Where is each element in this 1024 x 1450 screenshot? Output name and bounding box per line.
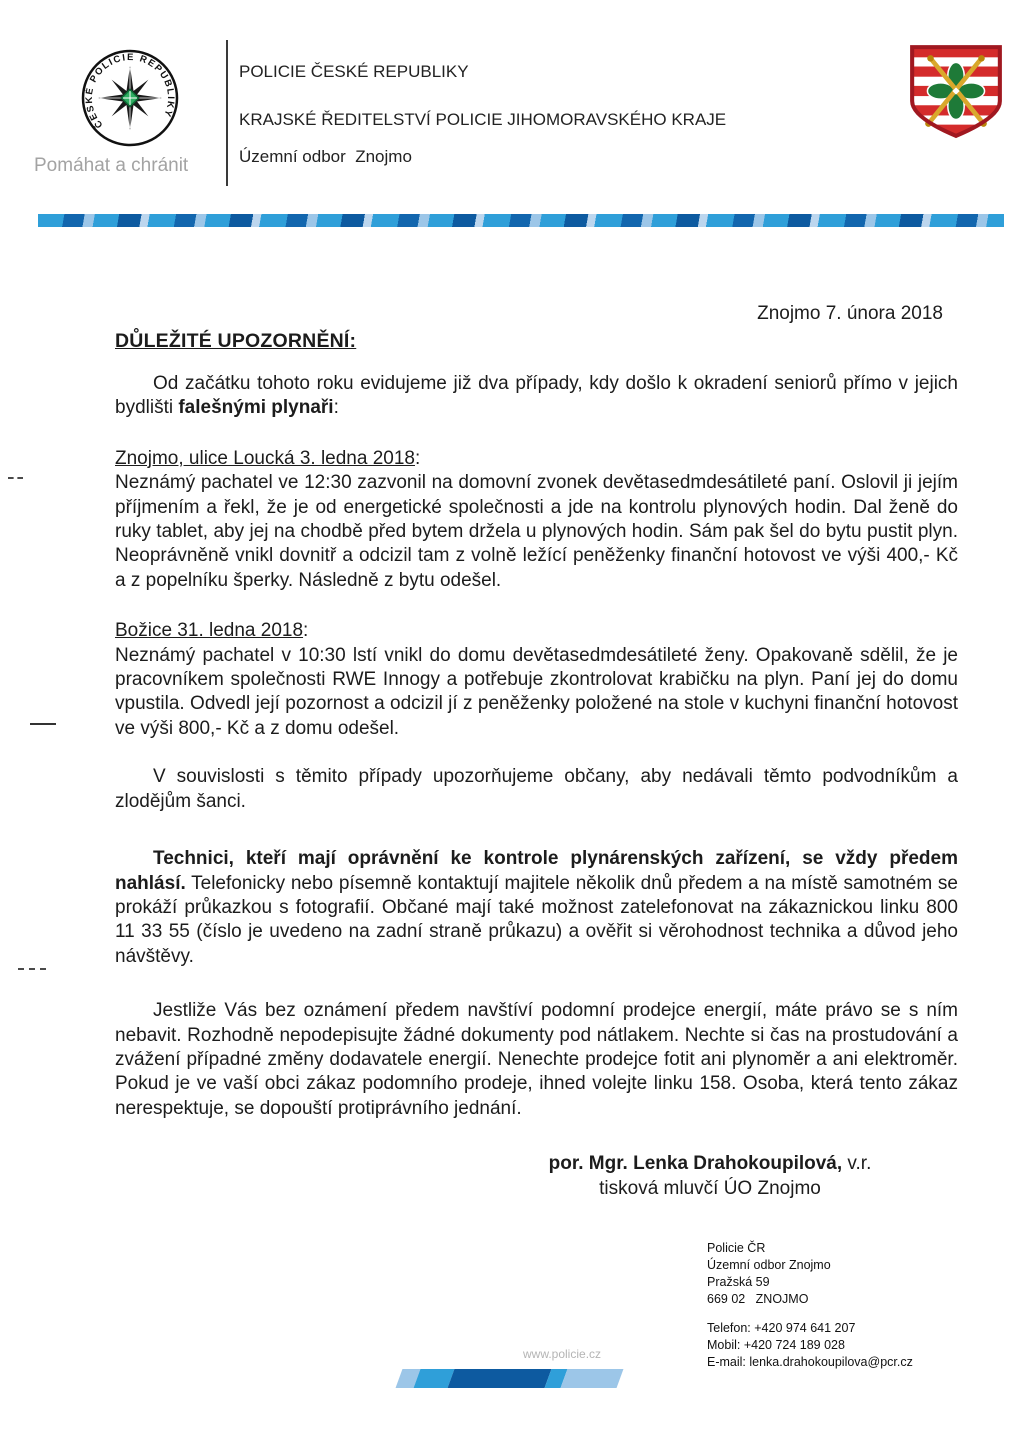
signature-block [495, 1151, 925, 1201]
document-heading: DŮLEŽITÉ UPOZORNĚNÍ: [115, 330, 357, 352]
coat-of-arms-icon [905, 42, 1007, 142]
signature-name: por. Mgr. Lenka Drahokoupilová, [548, 1153, 843, 1175]
top-blue-stripe-band [38, 214, 1004, 227]
technicians-bold-phrase: Technici, kteří mají oprávnění ke kontrole plynárenských zařízení, se vždy předem nahlásí. [115, 848, 958, 894]
header-org-line3: Územní odbor Znojmo [239, 147, 412, 166]
margin-mark-dashed-1 [8, 477, 23, 479]
contact-email: E-mail: lenka.drahokoupilova@pcr.cz [707, 1355, 913, 1369]
case2-body: Neznámý pachatel v 10:30 lstí vnikl do domu devětasedmdesátileté ženy. Opakovaně sdělil, že je pracovníkem společnosti RWE Innogy a potřebuje zkontrolovat krabičku na plyn. Paní jej do domu vpustila. Odvedl její pozornost a odcizil jí z peněženky položené na stole v kuchyni finanční hotovost ve výši 800,- Kč a z domu odešel. [115, 644, 958, 739]
contact-department: Územní odbor Znojmo [707, 1258, 831, 1272]
margin-mark-dashed-2 [18, 968, 46, 970]
band-segment [448, 1369, 552, 1388]
police-slogan: Pomáhat a chránit [34, 155, 189, 176]
contact-city: 669 02 ZNOJMO [707, 1292, 809, 1306]
contact-street: Pražská 59 [707, 1275, 770, 1289]
case1-body: Neznámý pachatel ve 12:30 zazvonil na domovní zvonek devětasedmdesátileté paní. Oslovil ji jejím příjmením a řekl, že je od energetické společnosti a jde na kontrolu plynových hodin. Dal ženě do ruky tablet, aby jej na chodbě před bytem držela u plynových hodin. Sám pak šel do bytu pustit plyn. Neoprávněně vnikl dovnitř a odcizil tam z volně ležící peněženky finanční hotovost ve výši 400,- Kč a z popelníku šperky. Následně z bytu odešel. [115, 472, 958, 591]
header-divider [226, 40, 228, 186]
date-line: Znojmo 7. února 2018 [757, 303, 943, 324]
case2-heading: Božice 31. ledna 2018: [115, 620, 309, 642]
document-body [115, 372, 958, 1201]
intro-paragraph: Od začátku tohoto roku evidujeme již dva případy, kdy došlo k okradení seniorů přímo v jejich bydlišti falešnými plynaři: [115, 373, 958, 419]
case1-heading: Znojmo, ulice Loucká 3. ledna 2018: [115, 447, 421, 469]
badge-ring-text: ČESKÉ POLICIE REPUBLIKY [83, 51, 177, 131]
contact-org: Policie ČR [707, 1241, 766, 1255]
bottom-blue-stripe-band [399, 1369, 620, 1388]
police-badge-icon [74, 44, 186, 156]
header-org-line1: POLICIE ČESKÉ REPUBLIKY [239, 62, 469, 81]
contact-block [707, 1240, 913, 1371]
contact-mobile: Mobil: +420 724 189 028 [707, 1338, 845, 1352]
doorstep-paragraph: Jestliže Vás bez oznámení předem navštíví podomní prodejce energií, máte právo se s ním nebavit. Rozhodně nepodepisujte žádné dokumenty pod nátlakem. Nechte si čas na prostudování a zvážení případné změny dodavatele energií. Nenechte prodejce fotit ani plynoměr a ani elektroměr. Pokud je ve vaší obci zákaz podomního prodeje, ihned volejte linku 158. Osoba, která tento zákaz nerespektuje, se dopouští protiprávního jednání. [115, 1000, 958, 1119]
technicians-paragraph: Technici, kteří mají oprávnění ke kontrole plynárenských zařízení, se vždy předem nahlásí. Telefonicky nebo písemně kontaktují majitele několik dnů předem a na místě samotném se prokáží průkazkou s fotografií. Občané mají také možnost zatelefonovat na zákaznickou linku 800 11 33 55 (číslo je uvedeno na zadní straně průkazu) a ověřit si věrohodnost technika a důvod jeho návštěvy. [115, 848, 958, 967]
margin-mark-solid [30, 723, 56, 725]
band-segment [561, 1369, 624, 1388]
header-org-line2: KRAJSKÉ ŘEDITELSTVÍ POLICIE JIHOMORAVSKÉHO KRAJE [239, 110, 727, 129]
website-watermark: www.policie.cz [523, 1347, 602, 1361]
intro-bold-phrase: falešnými plynaři [178, 397, 334, 419]
signature-role: tisková mluvčí ÚO Znojmo [599, 1178, 821, 1200]
appeal-paragraph: V souvislosti s těmito případy upozorňujeme občany, aby nedávali těmto podvodníkům a zlodějům šanci. [115, 766, 958, 812]
signature-name-line: por. Mgr. Lenka Drahokoupilová, v.r. [548, 1153, 872, 1175]
contact-telephone: Telefon: +420 974 641 207 [707, 1321, 856, 1335]
